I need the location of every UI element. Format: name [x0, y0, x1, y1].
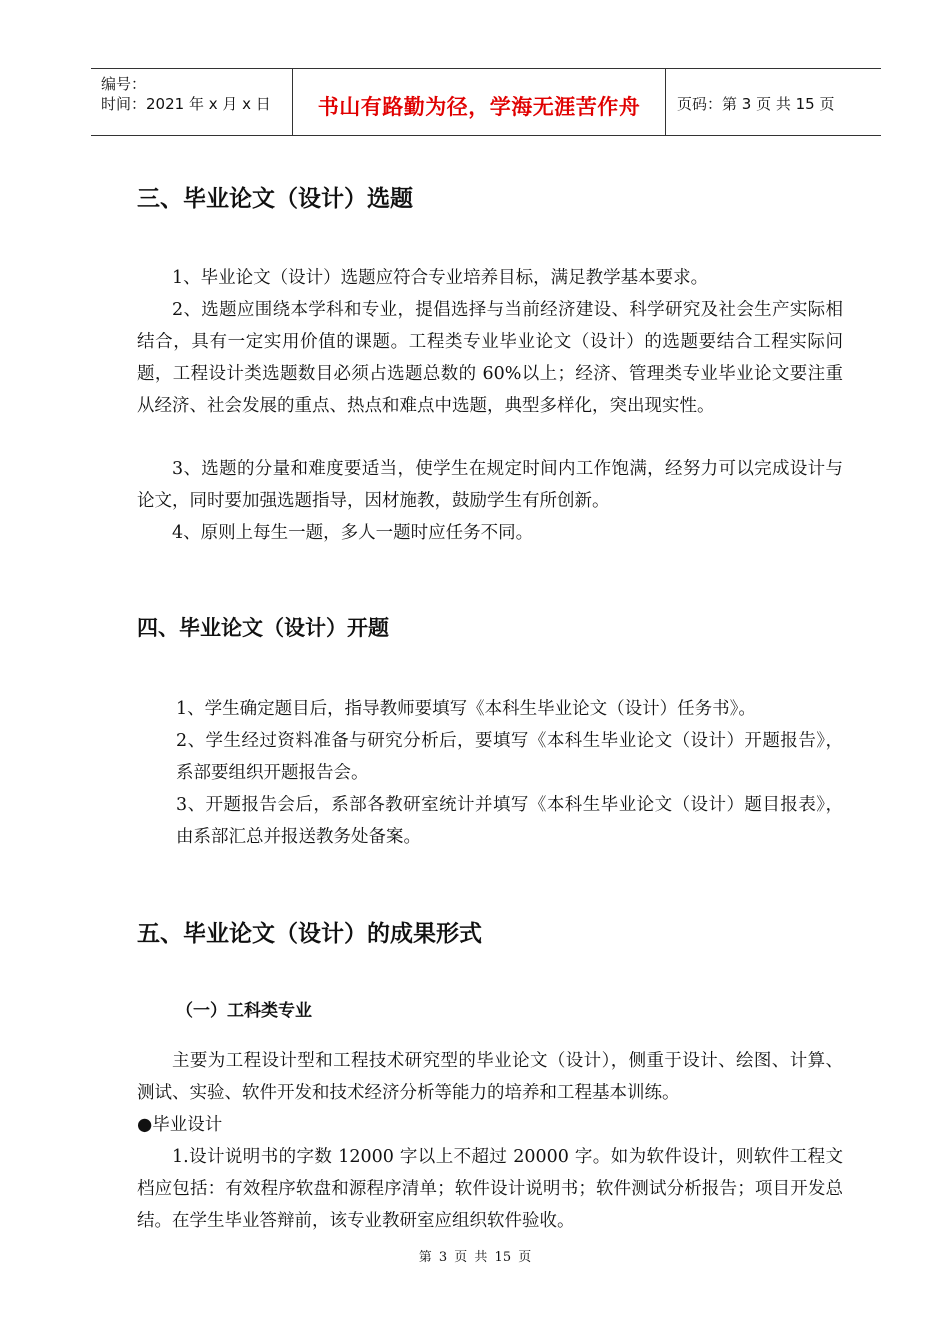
page-info: 页码：第 3 页 共 15 页: [677, 95, 835, 113]
section-5-subheading: （一）工科类专业: [176, 1001, 312, 1021]
section-3-item-4: 4、原则上每生一题，多人一题时应任务不同。: [172, 523, 534, 543]
section-5-item-1: 1.设计说明书的字数 12000 字以上不超过 20000 字。如为软件设计，则软件工程文档应包括：有效程序软盘和源程序清单；软件设计说明书；软件测试分析报告；项目开发总结。在学生毕业答辩前，该专业教研室应组织软件验收。: [137, 1147, 843, 1231]
serial-label: 编号：: [101, 75, 147, 93]
header-meta-cell: [91, 69, 293, 135]
section-4-heading: 四、毕业论文（设计）开题: [137, 616, 389, 640]
section-4-item-1: 1、学生确定题目后，指导教师要填写《本科生毕业论文（设计）任务书》。: [176, 699, 756, 719]
page-header: [91, 68, 881, 136]
motto: 书山有路勤为径，学海无涯苦作舟: [317, 95, 641, 119]
section-3-heading: 三、毕业论文（设计）选题: [137, 186, 413, 212]
header-motto-cell: [293, 69, 666, 135]
date-label: 时间：2021 年 x 月 x 日: [101, 95, 271, 113]
section-4-item-3: 3、开题报告会后，系部各教研室统计并填写《本科生毕业论文（设计）题目报表》，由系部汇总并报送教务处备案。: [176, 795, 843, 847]
section-3-item-1: 1、毕业论文（设计）选题应符合专业培养目标，满足教学基本要求。: [172, 268, 709, 288]
section-5-bullet: ●毕业设计: [137, 1115, 223, 1135]
section-5-intro: 主要为工程设计型和工程技术研究型的毕业论文（设计），侧重于设计、绘图、计算、测试、实验、软件开发和技术经济分析等能力的培养和工程基本训练。: [137, 1051, 843, 1103]
section-3-item-2: 2、选题应围绕本学科和专业，提倡选择与当前经济建设、科学研究及社会生产实际相结合，具有一定实用价值的课题。工程类专业毕业论文（设计）的选题要结合工程实际问题，工程设计类选题数目必须占选题总数的 60%以上；经济、管理类专业毕业论文要注重从经济、社会发展的重点、热点和难点中选题，典型多样化，突出现实性。: [137, 300, 843, 416]
section-4-item-2: 2、学生经过资料准备与研究分析后，要填写《本科生毕业论文（设计）开题报告》，系部要组织开题报告会。: [176, 731, 843, 783]
section-3-item-3: 3、选题的分量和难度要适当，使学生在规定时间内工作饱满，经努力可以完成设计与论文，同时要加强选题指导，因材施教，鼓励学生有所创新。: [137, 459, 843, 511]
section-5-heading: 五、毕业论文（设计）的成果形式: [137, 921, 482, 947]
page-footer: 第 3 页 共 15 页: [418, 1250, 532, 1265]
header-page-cell: [666, 69, 881, 135]
